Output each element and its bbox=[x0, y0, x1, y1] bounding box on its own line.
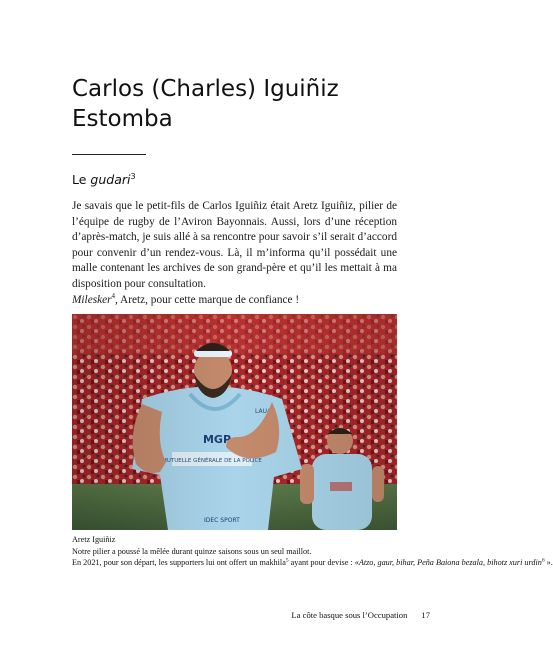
subheading-word: gudari bbox=[90, 172, 131, 188]
book-title: La côte basque sous l’Occupation bbox=[291, 610, 408, 620]
footnote-ref-4: 4 bbox=[111, 291, 116, 300]
caption-line-2 bbox=[72, 557, 553, 569]
thanks-text: , Aretz, pour cette marque de confiance ! bbox=[115, 293, 300, 306]
page-title: Carlos (Charles) Iguiñiz Estomba bbox=[72, 76, 339, 132]
footnote-ref-3: 3 bbox=[130, 172, 136, 181]
caption-name: Aretz Iguiñiz bbox=[72, 535, 116, 544]
footnote-ref-5: 5 bbox=[285, 557, 289, 564]
caption-line-2-start: En 2021, pour son départ, les supporters lui ont offert un makhila bbox=[72, 558, 286, 567]
caption-line-2-mid: ayant pour devise : « bbox=[288, 558, 359, 567]
motto-text: Atzo, gaur, bihar, Peña Baiona bezala, bihotz xuri urdin bbox=[358, 558, 542, 567]
footnote-ref-6: 6 bbox=[541, 557, 545, 564]
body-text bbox=[72, 199, 397, 308]
photo-caption bbox=[72, 534, 553, 569]
running-footer bbox=[291, 610, 430, 620]
basque-thanks-word: Milesker bbox=[72, 293, 112, 306]
body-paragraph-2 bbox=[72, 293, 397, 309]
section-subheading bbox=[72, 172, 136, 187]
subheading-prefix: Le bbox=[72, 172, 91, 188]
page-number: 17 bbox=[421, 610, 430, 620]
body-paragraph-1: Je savais que le petit-fils de Carlos Iguiñiz était Aretz Iguiñiz, pilier de l’équipe de rugby de l’Aviron Bayonnais. Aussi, lors d’une réception d’après-match, je suis allé à sa rencontre pour savoir s’il serait d’accord pour convenir d’un rendez-vous. Là, il m’informa qu’il possédait une malle contenant les archives de son grand-père et qu’il les mettait à ma disposition pour consultation. bbox=[72, 200, 397, 290]
rugby-player-photo bbox=[72, 314, 397, 530]
title-divider bbox=[72, 154, 146, 155]
caption-line-1: Notre pilier a poussé la mêlée durant quinze saisons sous un seul maillot. bbox=[72, 546, 312, 556]
caption-line-2-end: ». bbox=[544, 558, 553, 567]
